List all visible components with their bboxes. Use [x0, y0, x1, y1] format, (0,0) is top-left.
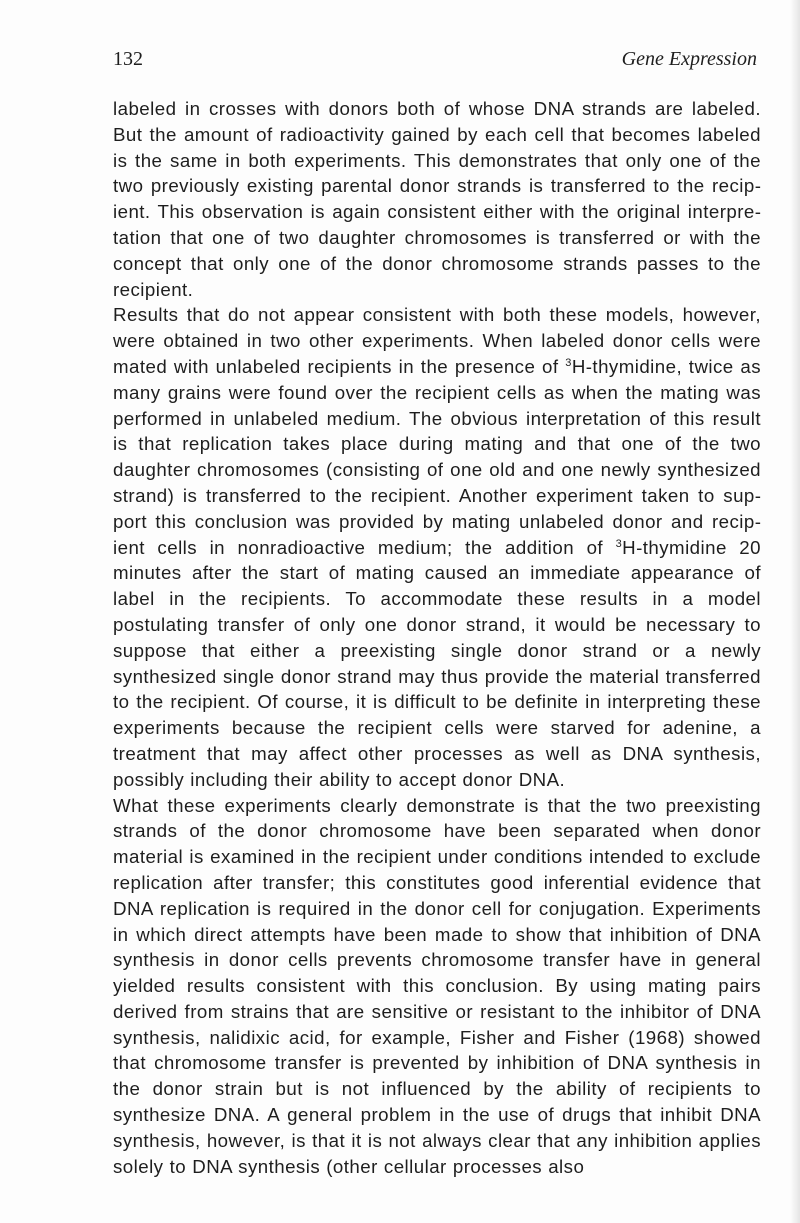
page-number: 132: [113, 48, 143, 70]
superscript-3: 3: [565, 356, 572, 369]
paragraph-2: [113, 302, 761, 792]
paragraph-2-part-1: Results that do not appear consistent with both these models, however, were obtained in two other experiments. When labeled donor cells were mated with unlabeled recipients in the presence of: [113, 304, 761, 377]
paragraph-1: labeled in crosses with donors both of whose DNA strands are labeled. But the amount of radioactivity gained by each cell that becomes labeled is the same in both experiments. This demonstrates that only one of the two previously existing parental donor strands is transferred to the recipient. This observation is again consistent either with the original interpretation that one of two daughter chromosomes is transferred or with the concept that only one of the donor chromosome strands passes to the recipient.: [113, 98, 761, 300]
paragraph-2-part-2: H-thymidine, twice as many grains were found over the recipient cells as when the mating was performed in unlabeled medium. The obvious interpretation of this result is that replication takes place during mating and that one of the two daughter chromosomes (consisting of one old and one newly synthesized strand) is transferred to the recipient. Another experiment taken to support this conclusion was provided by mating unlabeled donor and recipient cells in nonradioactive medium; the addition of: [113, 355, 761, 558]
page-edge-shadow: [790, 0, 800, 1223]
paragraph-3: What these experiments clearly demonstrate is that the two preexisting strands of the donor chromosome have been separated when donor material is examined in the recipient under conditions intended to exclude replication after transfer; this constitutes good inferential evidence that DNA replication is required in the donor cell for conjugation. Experiments in which direct attempts have been made to show that inhibition of DNA synthesis in donor cells prevents chromosome transfer have in general yielded results consistent with this conclusion. By using mating pairs derived from strains that are sensitive or resistant to the inhibitor of DNA synthesis, nalidixic acid, for example, Fisher and Fisher (1968) showed that chromosome transfer is prevented by inhibition of DNA synthesis in the donor strain but is not influenced by the ability of recipients to synthesize DNA. A general problem in the use of drugs that inhibit DNA synthesis, however, is that it is not always clear that any inhibition applies solely to DNA synthesis (other cellular processes also: [113, 794, 761, 1177]
body-text: [113, 96, 761, 1179]
paragraph-2-part-3: H-thymidine 20 minutes after the start of mating caused an immediate appearance of label in the recipients. To accommodate these results in a model postulating transfer of only one donor strand, it would be necessary to suppose that either a preexisting single donor strand or a newly synthesized single donor strand may thus provide the material transferred to the recipient. Of course, it is difficult to be definite in interpreting these experiments because the recipient cells were starved for adenine, a treatment that may affect other processes as well as DNA synthesis, possibly including their ability to accept donor DNA.: [113, 536, 761, 790]
superscript-3-second: 3: [615, 537, 623, 550]
book-title: Gene Expression: [621, 48, 757, 70]
running-head: [113, 48, 757, 78]
